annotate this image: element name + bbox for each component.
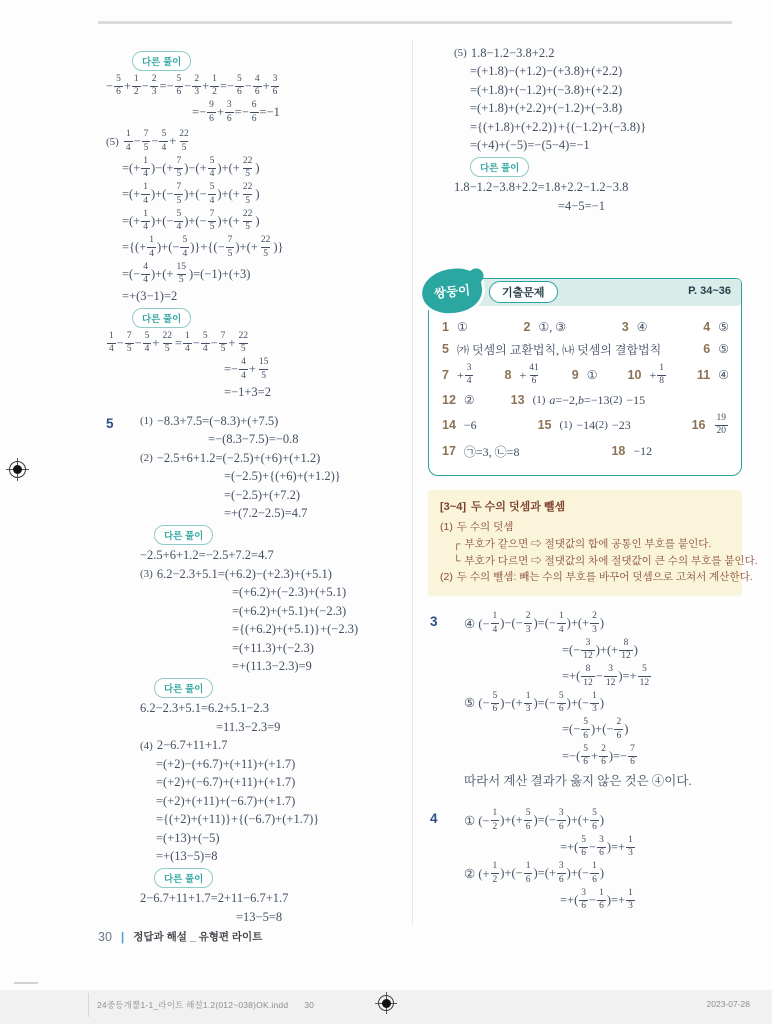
answer-number: 11 xyxy=(697,368,711,382)
answer-row xyxy=(442,364,729,387)
answer-row xyxy=(442,414,729,437)
math-line: =(− $\frac{4}{4}$ )+(+ $\frac{15}{5}$ )=(−1)+(+3) xyxy=(122,261,251,285)
answer-number: 12 xyxy=(442,393,456,407)
math-line: ① (− $\frac{1}{2}$ )+(+ $\frac{5}{6}$ )=(− $\frac{3}{6}$ )+(+ $\frac{5}{6}$ ) xyxy=(464,808,605,832)
fraction: $\frac{22}{5}$ xyxy=(242,182,253,206)
fraction: $\frac{1}{4}$ xyxy=(143,182,149,206)
fraction: $\frac{1}{6}$ xyxy=(599,887,604,912)
solution-block xyxy=(106,130,412,304)
math-line: =(+ $\frac{1}{4}$ )+(− $\frac{5}{4}$ )+(− $\frac{7}{5}$ )+(+ $\frac{22}{5}$ ) xyxy=(122,208,260,232)
footer-label: 정답과 해설 _ 유형편 라이트 xyxy=(133,931,263,943)
answer-item xyxy=(692,414,729,437)
solution-block xyxy=(106,332,412,400)
math-line: − $\frac{5}{6}$ + $\frac{1}{2}$ − $\frac{2}{3}$ =− $\frac{5}{6}$ − $\frac{2}{3}$ + $\frac{1}{2}$ =− $\frac{5}{6}$ − $\frac{4}{6}$ + $\frac{3}{6}$ xyxy=(106,73,278,97)
answer-item xyxy=(697,368,729,383)
answer-item xyxy=(622,320,648,335)
answer-item xyxy=(442,320,468,335)
fraction: $\frac{1}{4}$ xyxy=(143,155,149,179)
answer-number: 3 xyxy=(621,320,629,334)
alt-solution-badge: 다른 풀이 xyxy=(132,308,191,328)
alt-solution-badge: 다른 풀이 xyxy=(154,525,213,545)
print-page-number: 30 xyxy=(304,1000,315,1010)
right-column-top xyxy=(428,46,742,214)
math-line: ={(+1.8)+(+2.2)}+{(−1.2)+(−3.8)} xyxy=(470,119,647,134)
answer-item xyxy=(703,342,729,357)
answer-item xyxy=(505,364,542,387)
page-footer xyxy=(98,929,262,944)
fraction: $\frac{7}{5}$ xyxy=(126,330,132,354)
answer-value: −12 xyxy=(633,443,653,458)
fraction: $\frac{1}{3}$ xyxy=(628,834,633,859)
fraction: $\frac{2}{6}$ xyxy=(616,717,622,741)
answer-number: 6 xyxy=(703,342,711,356)
fraction: $\frac{2}{3}$ xyxy=(592,611,597,635)
answer-value: + $\frac{41}{6}$ xyxy=(519,362,539,386)
registration-mark-icon xyxy=(378,995,394,1011)
fraction: $\frac{7}{5}$ xyxy=(176,155,182,179)
fraction: $\frac{1}{2}$ xyxy=(133,73,139,97)
fraction: $\frac{7}{5}$ xyxy=(143,129,149,153)
fraction: $\frac{5}{4}$ xyxy=(176,208,182,232)
math-line: ④ (− $\frac{1}{4}$ )−(− $\frac{2}{3}$ )=(− $\frac{1}{4}$ )+(+ $\frac{2}{3}$ ) xyxy=(464,611,605,635)
answer-item xyxy=(628,364,667,387)
fraction: $\frac{1}{6}$ xyxy=(525,861,531,885)
part-label: (1) xyxy=(532,394,546,406)
solution-block xyxy=(140,738,412,864)
answer-value: (1) a =−2, b =−13 (2) −15 xyxy=(532,392,646,407)
answer-number: 7 xyxy=(442,368,449,382)
note-line-text: 두 수의 덧셈 xyxy=(456,521,514,534)
math-line: =+(13−5)=8 xyxy=(156,849,218,863)
fraction: $\frac{5}{6}$ xyxy=(592,808,597,832)
part-label: (2) xyxy=(140,452,153,464)
math-line: (5) $\frac{1}{4}$ − $\frac{7}{5}$ − $\frac{5}{4}$ + $\frac{22}{5}$ xyxy=(106,129,189,153)
answer-row xyxy=(442,320,729,335)
fraction: $\frac{15}{5}$ xyxy=(176,261,186,285)
answer-item xyxy=(442,364,474,387)
math-line: =11.3−2.3=9 xyxy=(216,719,281,734)
math-line: ⑤ (− $\frac{5}{6}$ )−(+ $\frac{1}{3}$ )=(− $\frac{5}{6}$ )+(− $\frac{1}{3}$ ) xyxy=(464,690,605,715)
math-line: =+( $\frac{5}{6}$ − $\frac{3}{6}$ )=+ $\frac{1}{3}$ xyxy=(560,834,633,859)
fraction: $\frac{22}{5}$ xyxy=(242,155,253,179)
answer-number: 10 xyxy=(627,368,642,382)
math-line: =−1+3=2 xyxy=(224,384,271,399)
answer-value: −6 xyxy=(463,417,477,432)
alt-solution-badge-row xyxy=(154,678,412,698)
answer-number: 17 xyxy=(442,444,456,458)
answer-number: 5 xyxy=(442,342,449,356)
math-line: =(−2.5)+(+7.2) xyxy=(224,487,301,502)
note-line-prefix: (2) xyxy=(440,571,453,584)
math-line: ={(+6.2)+(+5.1)}+(−2.3) xyxy=(232,622,359,636)
math-line: (3) 6.2−2.3+5.1=(+6.2)−(+2.3)+(+5.1) xyxy=(140,566,332,581)
fraction: $\frac{15}{5}$ xyxy=(258,357,269,381)
answer-value: ① xyxy=(456,319,468,334)
math-line: =(+ $\frac{1}{4}$ )−(+ $\frac{7}{5}$ )−(+ $\frac{5}{4}$ )+(+ $\frac{22}{5}$ ) xyxy=(122,155,260,179)
answer-row xyxy=(442,341,729,358)
answer-value: ④ xyxy=(636,319,648,334)
math-line: =4−5=−1 xyxy=(558,198,605,213)
fraction: $\frac{5}{6}$ xyxy=(583,743,589,768)
fraction: $\frac{5}{6}$ xyxy=(525,808,531,832)
alt-solution-badge: 다른 풀이 xyxy=(132,51,191,71)
math-line: $\frac{1}{4}$ − $\frac{7}{5}$ − $\frac{5}{4}$ + $\frac{22}{5}$ = $\frac{1}{4}$ − $\frac{5}{4}$ − $\frac{7}{5}$ + $\frac{22}{5}$ xyxy=(109,330,248,354)
math-line: =(− $\frac{3}{12}$ )+(+ $\frac{8}{12}$ ) xyxy=(562,637,638,662)
fraction: $\frac{22}{5}$ xyxy=(242,208,253,232)
alt-solution-badge-row xyxy=(154,525,412,545)
fraction: $\frac{4}{6}$ xyxy=(254,73,260,97)
math-line: =+(3−1)=2 xyxy=(122,289,178,303)
fraction: $\frac{19}{20}$ xyxy=(716,412,726,436)
alt-solution-badge: 다른 풀이 xyxy=(470,157,529,177)
alt-solution-badge-row xyxy=(132,308,412,328)
solution-block xyxy=(430,611,742,789)
math-line: =(+4)+(−5)=−(5−4)=−1 xyxy=(470,138,590,152)
fraction: $\frac{2}{3}$ xyxy=(525,611,531,635)
note-line-prefix: ┌ xyxy=(453,537,461,550)
math-line: ② (+ $\frac{1}{2}$ )+(− $\frac{1}{6}$ )=(+ $\frac{3}{6}$ )+(− $\frac{1}{6}$ ) xyxy=(464,861,605,885)
fraction: $\frac{3}{6}$ xyxy=(581,887,587,912)
alt-solution-badge-row xyxy=(154,868,412,888)
answer-item xyxy=(703,320,729,335)
fraction: $\frac{2}{6}$ xyxy=(601,743,606,768)
math-line: =(+1.8)+(+2.2)+(−1.2)+(−3.8) xyxy=(470,101,623,115)
fraction: $\frac{3}{4}$ xyxy=(466,362,472,386)
print-filename: 24중등개뿔1-1_라이트 해설1.2(012~038)OK.indd 30 xyxy=(97,1000,315,1010)
part-label: (2) xyxy=(595,419,608,431)
solution-block xyxy=(140,701,412,735)
answer-value: ④ xyxy=(718,367,729,382)
answer-value: ㈎ 덧셈의 교환법칙, ㈏ 덧셈의 결합법칙 xyxy=(456,342,662,357)
math-line: 6.2−2.3+5.1=6.2+5.1−2.3 xyxy=(140,701,269,715)
answer-value: ⑤ xyxy=(718,319,729,334)
note-line-text: 두 수의 뺄셈: 빼는 수의 부호를 바꾸어 덧셈으로 고쳐서 계산한다. xyxy=(456,571,753,584)
answer-number: 16 xyxy=(691,418,706,432)
answer-value: ② xyxy=(463,392,475,407)
solution-block xyxy=(430,808,742,912)
answer-item xyxy=(442,393,475,408)
right-column-bottom xyxy=(428,612,742,912)
fraction: $\frac{7}{6}$ xyxy=(630,743,635,768)
answer-item xyxy=(524,320,566,335)
answer-number: 13 xyxy=(510,393,525,407)
note-lines xyxy=(440,519,758,586)
fraction: $\frac{3}{6}$ xyxy=(226,100,232,124)
fraction: $\frac{22}{5}$ xyxy=(260,235,271,259)
math-line: 1.8−1.2−3.8+2.2=1.8+2.2−1.2−3.8 xyxy=(454,180,629,194)
concept-note-box xyxy=(428,490,758,597)
math-line: =+(11.3−2.3)=9 xyxy=(232,659,312,673)
math-line: ={(+2)+(+11)}+{(−6.7)+(+1.7)} xyxy=(156,812,320,826)
fraction: $\frac{1}{8}$ xyxy=(659,362,664,386)
fraction: $\frac{1}{2}$ xyxy=(492,861,498,885)
fraction: $\frac{1}{4}$ xyxy=(558,611,564,635)
answer-value: + $\frac{3}{4}$ xyxy=(456,362,472,386)
problem-number: 4 xyxy=(430,811,438,827)
fraction: $\frac{2}{3}$ xyxy=(194,73,200,97)
answer-row xyxy=(442,393,729,408)
answer-number: 9 xyxy=(571,368,579,382)
page-range: P. 34~36 xyxy=(688,284,731,297)
math-line: =(+13)+(−5) xyxy=(156,830,220,845)
fraction: $\frac{1}{3}$ xyxy=(628,887,633,912)
fraction: $\frac{5}{6}$ xyxy=(116,73,121,97)
fraction: $\frac{3}{12}$ xyxy=(605,664,616,688)
answer-value: ㉠=3, ㉡=8 xyxy=(463,444,520,459)
fraction: $\frac{3}{12}$ xyxy=(583,637,593,662)
trim-mark xyxy=(14,982,38,984)
fraction: $\frac{5}{4}$ xyxy=(161,129,167,153)
math-line: =(−2.5)+{(+6)+(+1.2)} xyxy=(224,469,341,483)
fraction: $\frac{8}{12}$ xyxy=(621,637,631,662)
math-line: =+( $\frac{8}{12}$ − $\frac{3}{12}$ )=+ $\frac{5}{12}$ xyxy=(562,664,650,688)
fraction: $\frac{3}{6}$ xyxy=(272,73,278,97)
fraction: $\frac{1}{4}$ xyxy=(492,611,498,635)
math-line: (4) 2−6.7+11+1.7 xyxy=(140,738,228,752)
fraction: $\frac{7}{5}$ xyxy=(176,182,182,206)
right-column xyxy=(428,42,758,915)
answer-value: ① xyxy=(586,367,598,382)
answer-value: ⑤ xyxy=(718,341,729,356)
exam-answers-header xyxy=(429,279,741,306)
answer-value: (1) −14 (2) −23 xyxy=(559,417,631,432)
fraction: $\frac{5}{6}$ xyxy=(176,73,182,97)
part-label: (5) xyxy=(454,47,467,59)
part-label: (1) xyxy=(559,419,573,431)
math-line: =+(7.2−2.5)=4.7 xyxy=(224,506,308,520)
answer-number: 18 xyxy=(611,444,626,458)
math-line: =− $\frac{4}{4}$ + $\frac{15}{5}$ xyxy=(224,357,269,381)
math-line: =(− $\frac{5}{6}$ )+(− $\frac{2}{6}$ ) xyxy=(562,717,629,741)
note-line xyxy=(440,569,753,586)
fraction: $\frac{5}{4}$ xyxy=(202,330,208,354)
math-line: =(+6.2)+(−2.3)+(+5.1) xyxy=(232,585,347,599)
answer-value xyxy=(714,414,730,437)
fraction: $\frac{22}{5}$ xyxy=(162,330,172,354)
fraction: $\frac{1}{4}$ xyxy=(149,235,155,259)
fraction: $\frac{7}{5}$ xyxy=(220,330,226,354)
solution-block xyxy=(106,75,412,125)
note-line-text: 부호가 같으면 ⇨ 절댓값의 합에 공통인 부호를 붙인다. xyxy=(464,537,712,550)
fraction: $\frac{3}{6}$ xyxy=(599,834,604,859)
note-line xyxy=(453,553,758,570)
math-line: =(+11.3)+(−2.3) xyxy=(232,640,314,655)
answer-number: 15 xyxy=(537,418,552,432)
answer-number: 8 xyxy=(504,368,512,382)
problem-number: 3 xyxy=(430,614,438,630)
trim-line xyxy=(88,993,89,1017)
fraction: $\frac{9}{6}$ xyxy=(209,100,214,124)
fraction: $\frac{1}{4}$ xyxy=(125,129,131,153)
answer-item xyxy=(442,418,477,433)
math-line: −2.5+6+1.2=−2.5+7.2=4.7 xyxy=(140,548,274,562)
fraction: $\frac{5}{4}$ xyxy=(209,155,215,179)
answer-number: 1 xyxy=(442,320,449,334)
fraction: $\frac{5}{6}$ xyxy=(492,690,498,715)
fraction: $\frac{7}{5}$ xyxy=(209,208,215,232)
math-line: =(+ $\frac{1}{4}$ )+(− $\frac{7}{5}$ )+(− $\frac{5}{4}$ )+(+ $\frac{22}{5}$ ) xyxy=(122,182,260,206)
registration-mark-icon xyxy=(9,461,26,478)
note-line-text: 부호가 다르면 ⇨ 절댓값의 차에 절댓값이 큰 수의 부호를 붙인다. xyxy=(464,554,758,567)
fraction: $\frac{1}{6}$ xyxy=(592,861,597,885)
fraction: $\frac{8}{12}$ xyxy=(583,664,593,688)
fraction: $\frac{5}{12}$ xyxy=(639,664,650,688)
part-label: (5) xyxy=(106,135,119,148)
exam-answers-box xyxy=(428,278,742,476)
fraction: $\frac{5}{4}$ xyxy=(209,182,215,206)
math-line: ={(+ $\frac{1}{4}$ )+(− $\frac{5}{4}$ )}+{(− $\frac{7}{5}$ )+(+ $\frac{22}{5}$ )} xyxy=(122,235,284,259)
note-line-prefix: └ xyxy=(453,554,461,567)
math-line: =(+1.8)−(+1.2)−(+3.8)+(+2.2) xyxy=(470,64,623,78)
solution-block xyxy=(454,180,742,214)
solution-block xyxy=(140,891,412,925)
math-line: =(+1.8)+(−1.2)+(−3.8)+(+2.2) xyxy=(470,82,623,97)
math-line: (2) −2.5+6+1.2=(−2.5)+(+6)+(+1.2) xyxy=(140,450,321,465)
answer-number: 2 xyxy=(523,320,531,334)
math-line: =+( $\frac{3}{6}$ − $\frac{1}{6}$ )=+ $\frac{1}{3}$ xyxy=(560,887,633,912)
left-column xyxy=(66,46,412,928)
math-line: (5) 1.8−1.2−3.8+2.2 xyxy=(454,45,555,60)
note-title: [3~4] 두 수의 덧셈과 뺄셈 xyxy=(440,500,566,513)
fraction: $\frac{1}{3}$ xyxy=(592,690,597,715)
alt-solution-badge: 다른 풀이 xyxy=(154,868,213,888)
fraction: $\frac{2}{3}$ xyxy=(151,73,157,97)
answer-value: + $\frac{1}{8}$ xyxy=(649,362,664,386)
note-line xyxy=(440,519,730,536)
answer-item xyxy=(538,418,631,433)
fraction: $\frac{5}{6}$ xyxy=(558,690,564,715)
fraction: $\frac{6}{6}$ xyxy=(251,100,257,124)
fraction: $\frac{4}{4}$ xyxy=(143,261,149,285)
math-line: =(+2)−(+6.7)+(+11)+(+1.7) xyxy=(156,756,296,771)
fraction: $\frac{3}{6}$ xyxy=(558,808,564,832)
fraction: $\frac{5}{4}$ xyxy=(144,330,150,354)
fraction: $\frac{22}{5}$ xyxy=(179,129,189,153)
math-line: =(+2)+(+11)+(−6.7)+(+1.7) xyxy=(156,793,296,808)
alt-solution-badge-row xyxy=(132,51,412,71)
math-line: =−( $\frac{5}{6}$ + $\frac{2}{6}$ )=− $\frac{7}{6}$ xyxy=(562,743,635,768)
exam-title-pill: 기출문제 xyxy=(489,281,558,303)
fraction: $\frac{22}{5}$ xyxy=(238,330,248,354)
answer-value: ①, ③ xyxy=(538,319,566,334)
answer-row xyxy=(442,443,729,460)
fraction: $\frac{7}{5}$ xyxy=(227,235,233,259)
problem-number: 5 xyxy=(106,415,114,431)
answer-number: 4 xyxy=(703,320,711,334)
part-label: (3) xyxy=(140,568,153,580)
answer-item xyxy=(442,443,519,460)
note-tag: [3~4] xyxy=(440,500,466,513)
footer-separator: | xyxy=(120,929,125,944)
fraction: $\frac{1}{4}$ xyxy=(185,330,190,354)
math-line: =− $\frac{9}{6}$ + $\frac{3}{6}$ =− $\frac{6}{6}$ =−1 xyxy=(192,100,280,124)
part-label: (4) xyxy=(140,739,153,752)
fraction: $\frac{4}{4}$ xyxy=(241,357,246,381)
math-line: =(+2)+(−6.7)+(+11)+(+1.7) xyxy=(156,775,296,789)
math-line: =−(8.3−7.5)=−0.8 xyxy=(208,432,299,446)
fraction: $\frac{1}{2}$ xyxy=(212,73,217,97)
fraction: $\frac{1}{3}$ xyxy=(525,690,531,715)
fraction: $\frac{5}{6}$ xyxy=(237,73,242,97)
note-line-prefix: (1) xyxy=(440,521,453,534)
alt-solution-badge-row xyxy=(470,157,742,177)
fraction: $\frac{5}{4}$ xyxy=(182,235,188,259)
alt-solution-badge: 다른 풀이 xyxy=(154,678,213,698)
fraction: $\frac{1}{2}$ xyxy=(492,808,498,832)
answer-item xyxy=(572,368,598,383)
note-line xyxy=(453,536,730,553)
math-line: 2−6.7+11+1.7=2+11−6.7+1.7 xyxy=(140,891,289,905)
part-label: (1) xyxy=(140,415,153,427)
fraction: $\frac{41}{6}$ xyxy=(529,362,539,386)
math-line: (1) −8.3+7.5=(−8.3)+(+7.5) xyxy=(140,413,279,428)
solution-block xyxy=(140,567,412,675)
answer-item xyxy=(611,444,652,459)
solution-block xyxy=(454,46,742,154)
fraction: $\frac{1}{4}$ xyxy=(143,208,149,232)
answer-number: 14 xyxy=(442,418,456,432)
math-line: =13−5=8 xyxy=(236,909,283,924)
column-divider xyxy=(412,40,413,925)
footer-page-number: 30 xyxy=(98,929,112,944)
math-line: 따라서 계산 결과가 옳지 않은 것은 ④이다. xyxy=(464,774,692,789)
answer-item xyxy=(442,341,661,358)
top-rule xyxy=(98,21,732,24)
solution-block xyxy=(140,548,412,563)
fraction: $\frac{3}{6}$ xyxy=(558,861,564,885)
math-line: =(+6.2)+(+5.1)+(−2.3) xyxy=(232,603,347,618)
answers-body xyxy=(429,306,741,475)
answer-item xyxy=(511,393,645,408)
fraction: $\frac{5}{6}$ xyxy=(581,834,587,859)
twins-logo: 쌍둥이 xyxy=(420,265,484,315)
fraction: $\frac{5}{6}$ xyxy=(583,717,589,741)
solution-block xyxy=(106,413,412,522)
part-label: (2) xyxy=(609,394,623,406)
print-date: 2023-07-28 xyxy=(706,999,750,1009)
fraction: $\frac{1}{4}$ xyxy=(109,330,114,354)
